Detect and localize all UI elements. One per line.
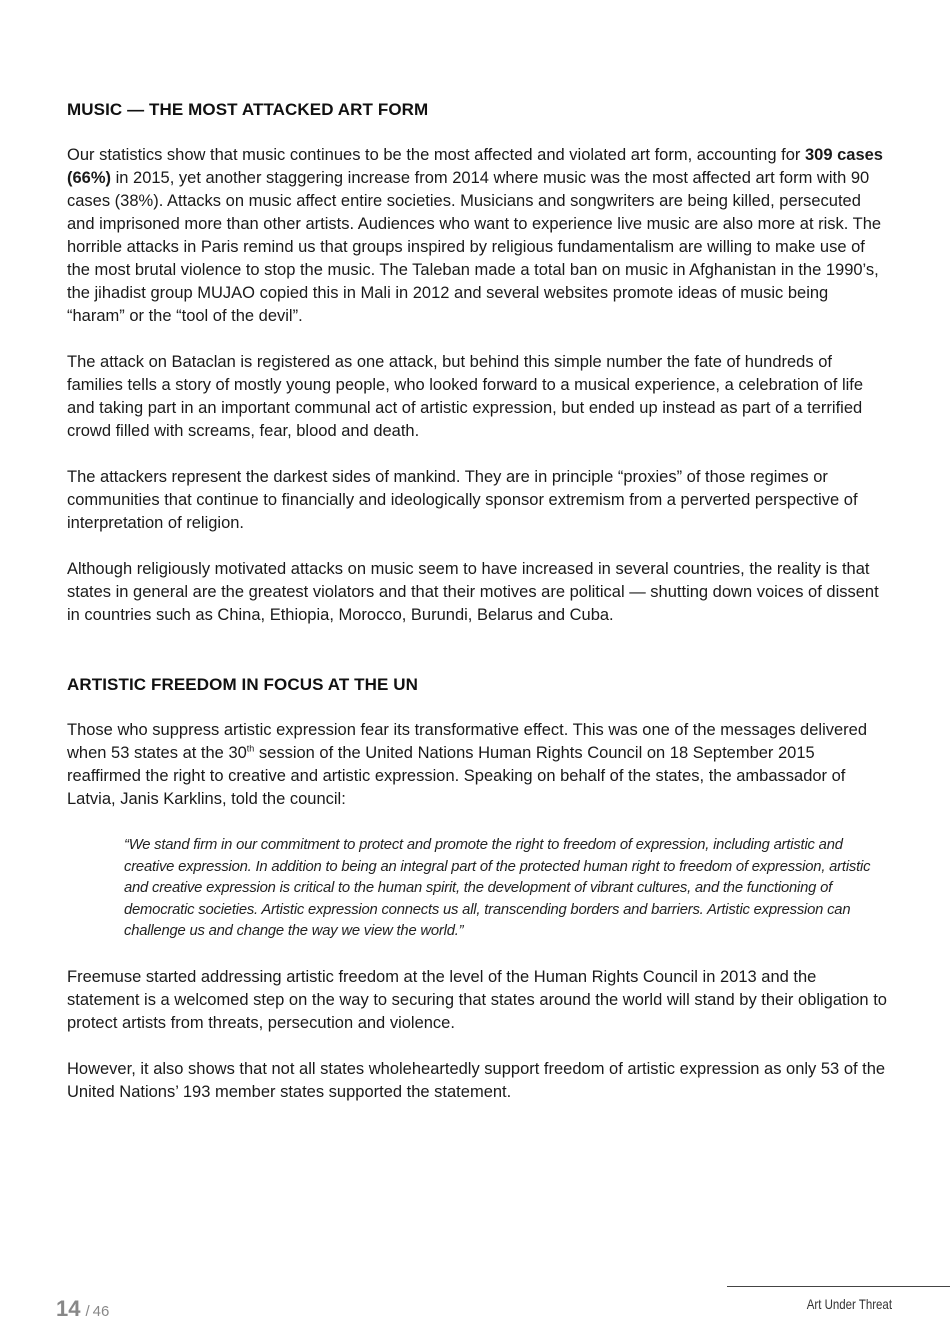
latvia-statement-quote: “We stand firm in our commitment to protect and promote the right to freedom of expression, including artistic and creative expression. In addition to being an integral part of the protected human right to freedom of expression, artistic and creative expression is critical to the human spirit, the development of vibrant cultures, and the functioning of democratic societies. Artistic expression connects us all, transcending borders and barriers. Artistic expression can challenge us and change the way we view the world.” <box>124 837 871 939</box>
document-body <box>67 98 889 1104</box>
footer-divider <box>727 1286 950 1287</box>
paragraph-text: session of the United Nations Human Rights Council on 18 September 2015 reaffirmed the right to creative and artistic expression. Speaking on behalf of the states, the ambassador of Latvia, Janis Karklins, told the council: <box>67 744 846 808</box>
publication-title: Art Under Threat <box>806 1296 892 1312</box>
paragraph-music-statistics <box>67 144 889 328</box>
ordinal-suffix: th <box>246 743 255 754</box>
highlight-cases: 309 cases (66%) <box>67 146 883 187</box>
paragraph-text: Those who suppress artistic expression fear its transformative effect. This was one of the messages delivered when 53 states at the 30 <box>67 721 868 762</box>
paragraph-attackers: The attackers represent the darkest sides of mankind. They are in principle “proxies” of those regimes or communities that continue to financially and ideologically sponsor extremism from a perverted perspective of interpretation of religion. <box>67 468 858 532</box>
paragraph-member-states: However, it also shows that not all states wholeheartedly support freedom of artistic expression as only 53 of the United Nations’ 193 member states supported the statement. <box>67 1059 886 1101</box>
page-total: 46 <box>92 1303 110 1320</box>
page-separator: / <box>85 1303 90 1320</box>
section-heading-music: MUSIC — THE MOST ATTACKED ART FORM <box>67 100 429 119</box>
paragraph-text: in 2015, yet another staggering increase from 2014 where music was the most affected art form with 90 cases (38%). Attacks on music affect entire societies. Musicians and songwriters are being killed, persecuted and imprisoned more than other artists. Audiences who want to experience live music are also more at risk. The horrible attacks in Paris remind us that groups inspired by religious fundamentalism are willing to make use of the most brutal violence to stop the music. The Taleban made a total ban on music in Afghanistan in the 1990’s, the jihadist group MUJAO copied this in Mali in 2012 and several websites promote ideas of music being “haram” or the “tool of the devil”. <box>67 169 882 325</box>
page-number <box>56 1296 109 1322</box>
page-current: 14 <box>56 1296 81 1321</box>
section-heading-un: ARTISTIC FREEDOM IN FOCUS AT THE UN <box>67 675 419 694</box>
paragraph-freemuse: Freemuse started addressing artistic freedom at the level of the Human Rights Council in 2013 and the statement is a welcomed step on the way to securing that states around the world will stand by their obligation to protect artists from threats, persecution and violence. <box>67 967 887 1032</box>
paragraph-states-violators: Although religiously motivated attacks on music seem to have increased in several countries, the reality is that states in general are the greatest violators and that their motives are political — shutting down voices of dissent in countries such as China, Ethiopia, Morocco, Burundi, Belarus and Cuba. <box>67 560 879 624</box>
paragraph-bataclan: The attack on Bataclan is registered as one attack, but behind this simple number the fate of hundreds of families tells a story of mostly young people, who looked forward to a musical experience, a celebration of life and taking part in an important communal act of artistic expression, but ended up instead as part of a terrified crowd filled with screams, fear, blood and death. <box>67 353 864 440</box>
paragraph-text: Our statistics show that music continues to be the most affected and violated art form, accounting for <box>67 146 805 164</box>
paragraph-un-council <box>67 719 889 811</box>
